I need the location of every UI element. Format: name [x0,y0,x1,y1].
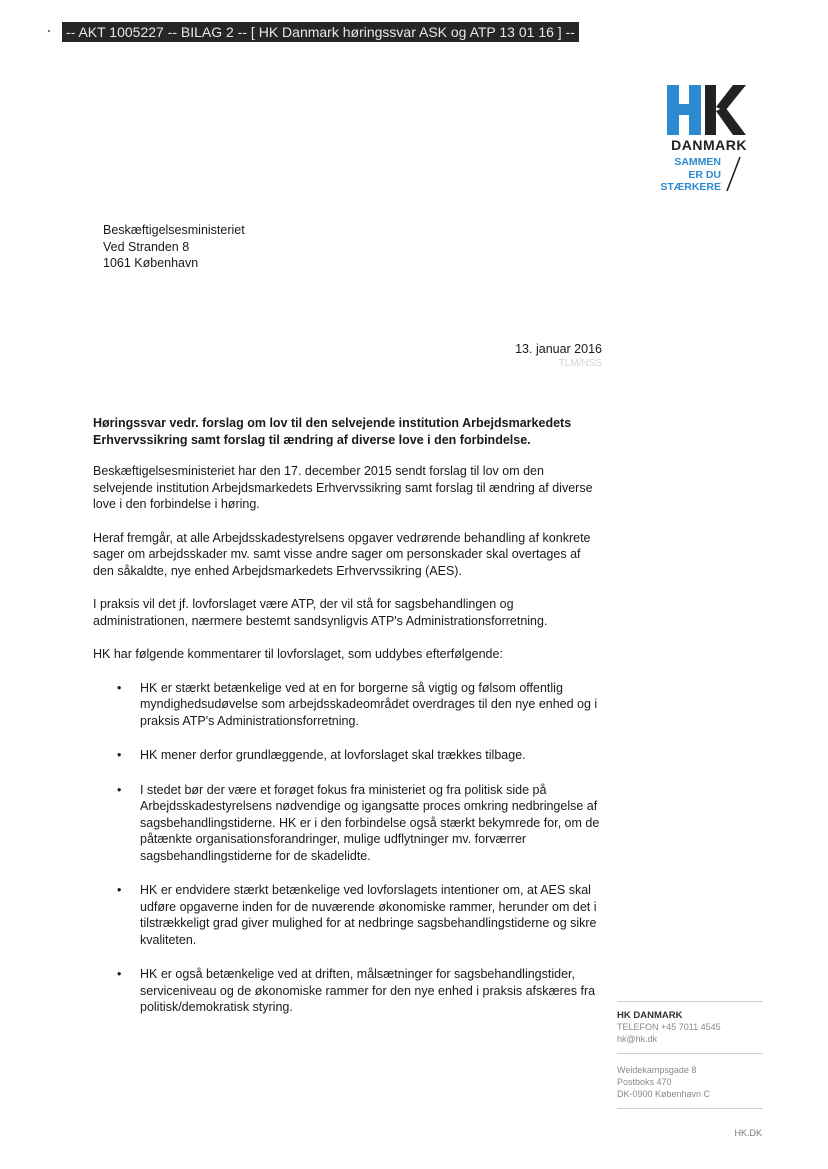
footer-phone: TELEFON +45 7011 4545 [617,1022,721,1032]
recipient-line: Beskæftigelsesministeriet [103,223,245,237]
logo-name: DANMARK [671,137,747,153]
logo-tagline-line: SAMMEN [674,156,721,168]
bullet-icon: • [117,782,122,797]
recipient-line: 1061 København [103,256,199,270]
bullet-icon: • [117,748,122,762]
footer-website[interactable]: HK.DK [734,1128,762,1138]
document-stamp: -- AKT 1005227 -- BILAG 2 -- [ HK Danmark høringssvar ASK og ATP 13 01 16 ] -- [62,22,579,42]
list-item [93,747,601,764]
paragraph: I praksis vil det jf. lovforslaget være ATP, der vil stå for sagsbehandlingen og administrationen, nærmere bestemt sandsynligvis ATP's Administrationsforretning. [93,597,548,628]
list-item-text: I stedet bør der være et forøget fokus fra ministeriet og fra politisk side på Arbejdsskadestyrelsens nødvendige og igangsatte proces omkring nedbringelse af sagsbehandlingstiderne. HK er i den forbindelse også stærkt bekymrede for, om de påtænkte organisationsforandringer, mulige udflytninger mv. forværrer sagsbehandlingstiderne for de skadelidte. [140,782,600,863]
logo-tagline [655,156,721,194]
list-item-text: HK er endvidere stærkt betænkelige ved lovforslagets intentioner om, at AES skal udføre opgaverne inden for de nuværende økonomiske rammer, herunder om det i tilstrækkeligt grad giver mulighed for at nedbringe sagsbehandlingstiderne og sikre kvaliteten. [140,883,597,947]
paragraph: Heraf fremgår, at alle Arbejdsskadestyrelsens opgaver vedrørende behandling af konkrete sager om arbejdsskader mv. samt visse andre sager om personskader skal overtages af den såkaldte, nye enhed Arbejdsmarkedets Erhvervssikring (AES). [93,530,591,578]
hk-logo-mark [667,85,747,135]
footer-email[interactable]: hk@hk.dk [617,1034,658,1044]
bullet-icon: • [117,680,122,695]
footer-address-line: Weidekampsgade 8 [617,1065,697,1075]
paragraph: Beskæftigelsesministeriet har den 17. december 2015 sendt forslag til lov om den selvejende institution Arbejdsmarkedets Erhvervssikring samt forslag til ændring af diverse love i den forbindelse i høring. [93,464,593,511]
letter-heading: Høringssvar vedr. forslag om lov til den selvejende institution Arbejdsmarkedets Erhvervssikring samt forslag til ændring af diverse love i den forbindelse. [93,416,572,447]
letter-body [93,415,601,1034]
footer-divider [617,1001,763,1002]
hk-logo [655,85,755,200]
footer-contact-block [617,1010,763,1053]
bullet-icon: • [117,883,122,897]
letter-date: 13. januar 2016 [515,342,602,356]
logo-tagline-line: ER DU [688,168,721,181]
list-item [93,882,601,948]
list-item [93,680,601,730]
paragraph: HK har følgende kommentarer til lovforslaget, som uddybes efterfølgende: [93,647,503,661]
comment-list [93,680,601,1016]
list-item-text: HK er også betænkelige ved at driften, målsætninger for sagsbehandlingstider, serviceniveau og de økonomiske rammer for den nye enhed i praksis afskæres fra politisk/demokratisk styring. [140,967,596,1014]
footer-org: HK DANMARK [617,1010,683,1021]
footer-divider [617,1108,763,1109]
scan-dot [48,30,50,32]
bullet-icon: • [117,967,122,981]
list-item-text: HK er stærkt betænkelige ved at en for borgerne så vigtig og følsom offentlig myndighedsudøvelse som arbejdsskadeområdet overdrages til den nye enhed og i praksis ATP's Administrationsforretning. [140,680,598,728]
footer-address-line: Postboks 470 [617,1077,672,1087]
logo-slash [723,155,743,195]
list-item [93,966,601,1016]
recipient-address [103,222,245,272]
footer-address-block [617,1054,763,1108]
list-item [93,782,601,865]
recipient-line: Ved Stranden 8 [103,239,190,254]
footer-contact [617,1001,763,1109]
reference-initials: TLM/NSS [558,358,602,369]
list-item-text: HK mener derfor grundlæggende, at lovforslaget skal trækkes tilbage. [140,748,526,762]
footer-address-line: DK-0900 København C [617,1089,711,1099]
logo-tagline-line: STÆRKERE [660,181,721,193]
